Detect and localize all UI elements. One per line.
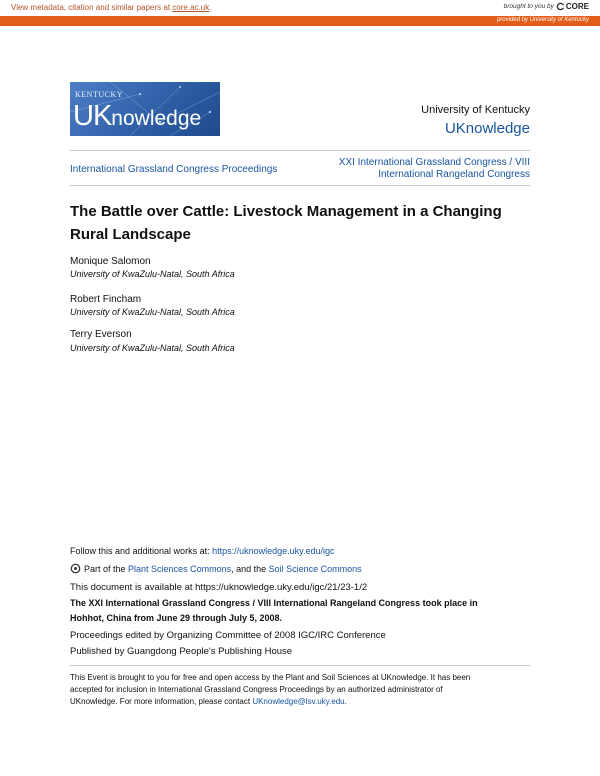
institution-name: University of Kentucky <box>421 104 530 116</box>
footer-line: This Event is brought to you for free and open access by the Plant and Soil Sciences at UKnowledge. It has been <box>70 673 471 682</box>
part-of-line <box>70 563 362 574</box>
congress-link[interactable]: XXI International Grassland Congress / VIII International Rangeland Congress <box>338 157 530 180</box>
logo-uk: UK <box>73 100 112 132</box>
plant-sciences-link[interactable]: Plant Sciences Commons <box>128 563 232 574</box>
logo-kentucky-text: KENTUCKY <box>75 90 123 99</box>
metadata-text: View metadata, citation and similar papers at <box>11 3 173 12</box>
divider <box>70 665 530 666</box>
uknowledge-logo[interactable] <box>70 82 220 136</box>
footer-contact-text: UKnowledge. For more information, please contact <box>70 697 253 706</box>
repository-link[interactable]: UKnowledge <box>444 120 530 137</box>
series-link[interactable]: International Grassland Congress Proceedings <box>70 164 278 175</box>
author-name[interactable]: Monique Salomon <box>70 256 151 267</box>
partof-mid: , and the <box>231 563 269 574</box>
footer-period: . <box>344 697 347 706</box>
author-name[interactable]: Robert Fincham <box>70 294 142 305</box>
follow-link[interactable]: https://uknowledge.uky.edu/igc <box>212 546 335 556</box>
footer-notice <box>70 672 530 708</box>
partof-prefix: Part of the <box>84 563 129 574</box>
footer-line: accepted for inclusion in International Grassland Congress Proceedings by an authorized administrator of <box>70 685 443 694</box>
metadata-link[interactable] <box>11 3 209 12</box>
core-top-bar <box>0 0 600 16</box>
contact-email-link[interactable]: UKnowledge@lsv.uky.edu <box>252 697 345 706</box>
author-affiliation: University of KwaZulu-Natal, South Africa <box>70 343 235 353</box>
divider <box>70 185 530 186</box>
follow-text: Follow this and additional works at: <box>70 546 213 556</box>
divider <box>70 150 530 151</box>
available-text: This document is available at https://uknowledge.uky.edu/igc/21/23-1/2 <box>70 582 368 593</box>
logo-rest: nowledge <box>111 107 202 130</box>
provider-bar <box>0 16 600 26</box>
edited-by-text: Proceedings edited by Organizing Committee of 2008 IGC/IRC Conference <box>70 630 386 641</box>
soil-science-link[interactable]: Soil Science Commons <box>268 563 362 574</box>
brought-text: brought to you by <box>503 3 554 10</box>
commons-network-icon <box>70 563 81 574</box>
core-label: CORE <box>565 2 589 11</box>
brought-by <box>504 2 589 11</box>
paper-title: The Battle over Cattle: Livestock Management in a Changing Rural Landscape <box>70 203 502 243</box>
took-place-line-2: Hohhot, China from June 29 through July 5, 2008. <box>70 613 283 623</box>
author-affiliation: University of KwaZulu-Natal, South Africa <box>70 269 235 279</box>
author-name[interactable]: Terry Everson <box>70 329 132 340</box>
took-place-line-1: The XXI International Grassland Congress / VIII International Rangeland Congress took place in <box>70 598 478 608</box>
provided-text: provided by University of Kentucky <box>496 17 589 23</box>
follow-line <box>70 546 335 556</box>
logo-wordmark <box>73 100 201 133</box>
author-affiliation: University of KwaZulu-Natal, South Africa <box>70 307 235 317</box>
core-icon <box>556 2 565 11</box>
core-logo[interactable] <box>556 2 589 11</box>
core-link[interactable]: core.ac.uk <box>172 3 210 12</box>
publisher-text: Published by Guangdong People's Publishing House <box>70 646 293 657</box>
footer-line <box>70 696 530 708</box>
